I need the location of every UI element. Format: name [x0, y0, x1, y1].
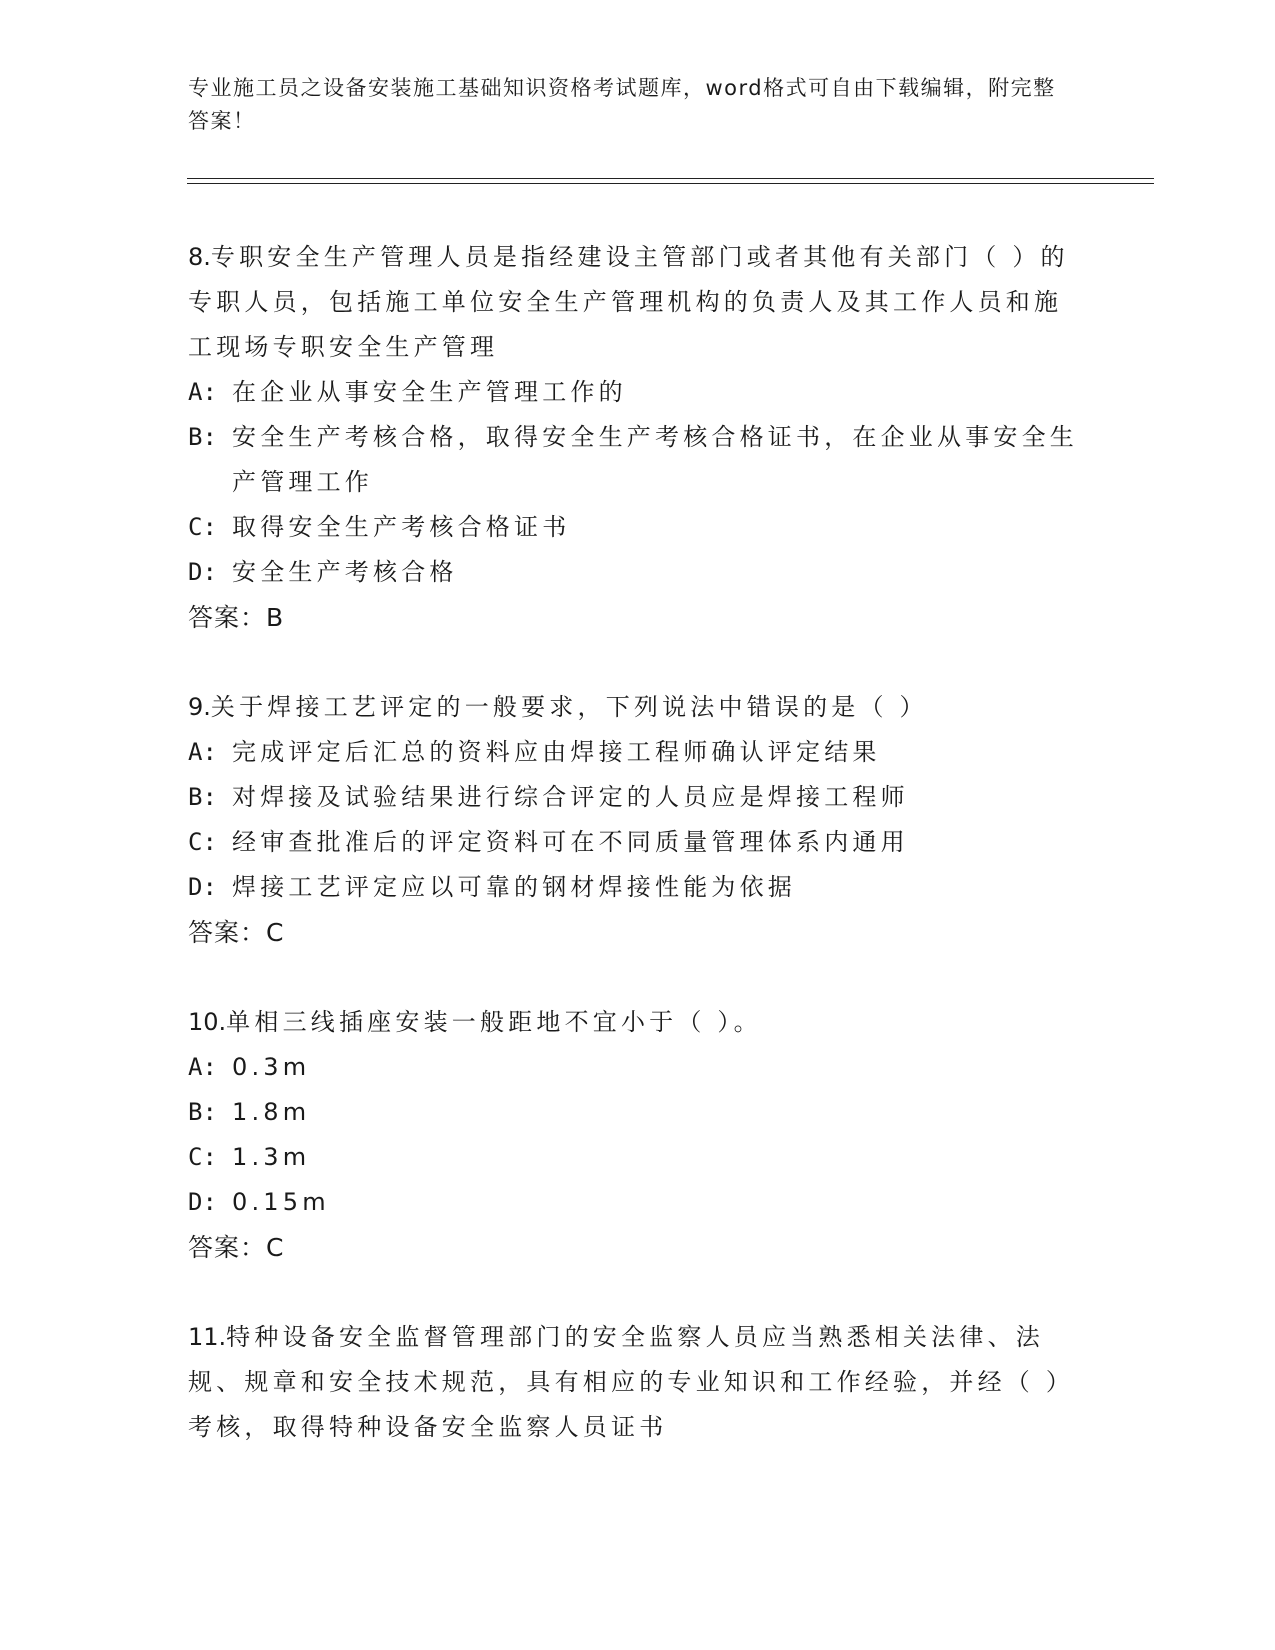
question-number: 10.: [188, 1008, 227, 1036]
option-letter: A:: [188, 738, 217, 766]
option-b: [188, 1090, 1088, 1135]
option-letter: C:: [188, 828, 217, 856]
question-list: [188, 235, 1088, 1495]
question-9: [188, 685, 1088, 955]
option-letter: D:: [188, 1188, 217, 1216]
question-stem: [188, 235, 1088, 370]
question-text: 特种设备安全监督管理部门的安全监察人员应当熟悉相关法律、法规、规章和安全技术规范，具有相应的专业知识和工作经验，并经（ ）考核，取得特种设备安全监察人员证书: [188, 1323, 1075, 1441]
question-number: 8.: [188, 243, 211, 271]
question-stem: [188, 1315, 1088, 1450]
question-11: [188, 1315, 1088, 1450]
option-letter: B:: [188, 783, 217, 811]
option-letter: D:: [188, 873, 217, 901]
answer-line: 答案：B: [188, 603, 285, 632]
question-text: 单相三线插座安装一般距地不宜小于（ ）。: [226, 1008, 762, 1036]
option-text: 安全生产考核合格: [232, 558, 458, 586]
question-8: [188, 235, 1088, 640]
option-text: 1.8m: [232, 1098, 311, 1126]
header-title: 专业施工员之设备安装施工基础知识资格考试题库，word格式可自由下载编辑，附完整答案！: [188, 76, 1056, 133]
option-b: [188, 775, 1088, 820]
option-a: [188, 1045, 1088, 1090]
header-divider-top: [187, 178, 1154, 179]
question-text: 专职安全生产管理人员是指经建设主管部门或者其他有关部门（ ）的专职人员，包括施工单位安全生产管理机构的负责人及其工作人员和施工现场专职安全生产管理: [188, 243, 1069, 361]
option-text: 对焊接及试验结果进行综合评定的人员应是焊接工程师: [232, 783, 909, 811]
option-text: 完成评定后汇总的资料应由焊接工程师确认评定结果: [232, 738, 881, 766]
option-letter: A:: [188, 1053, 217, 1081]
document-header: [188, 72, 1068, 138]
option-b: [188, 415, 1088, 505]
option-text: 取得安全生产考核合格证书: [232, 513, 571, 541]
option-text: 0.3m: [232, 1053, 311, 1081]
question-stem: [188, 685, 1088, 730]
option-letter: D:: [188, 558, 217, 586]
option-c: [188, 505, 1088, 550]
question-10: [188, 1000, 1088, 1270]
option-letter: B:: [188, 1098, 217, 1126]
option-d: [188, 865, 1088, 910]
header-divider-bottom: [187, 183, 1154, 184]
option-c: [188, 1135, 1088, 1180]
option-text: 0.15m: [232, 1188, 330, 1216]
option-text: 1.3m: [232, 1143, 311, 1171]
option-a: [188, 730, 1088, 775]
answer-line: 答案：C: [188, 1233, 285, 1262]
question-text: 关于焊接工艺评定的一般要求，下列说法中错误的是（ ）: [210, 693, 928, 721]
question-stem: [188, 1000, 1088, 1045]
option-a: [188, 370, 1088, 415]
option-d: [188, 550, 1088, 595]
option-letter: B:: [188, 423, 217, 451]
option-text: 安全生产考核合格，取得安全生产考核合格证书，在企业从事安全生产管理工作: [232, 423, 1078, 496]
option-letter: A:: [188, 378, 217, 406]
option-letter: C:: [188, 1143, 217, 1171]
option-d: [188, 1180, 1088, 1225]
option-c: [188, 820, 1088, 865]
question-number: 11.: [188, 1323, 227, 1351]
option-text: 在企业从事安全生产管理工作的: [232, 378, 627, 406]
option-text: 经审查批准后的评定资料可在不同质量管理体系内通用: [232, 828, 909, 856]
option-letter: C:: [188, 513, 217, 541]
answer-line: 答案：C: [188, 918, 285, 947]
option-text: 焊接工艺评定应以可靠的钢材焊接性能为依据: [232, 873, 796, 901]
question-number: 9.: [188, 693, 211, 721]
